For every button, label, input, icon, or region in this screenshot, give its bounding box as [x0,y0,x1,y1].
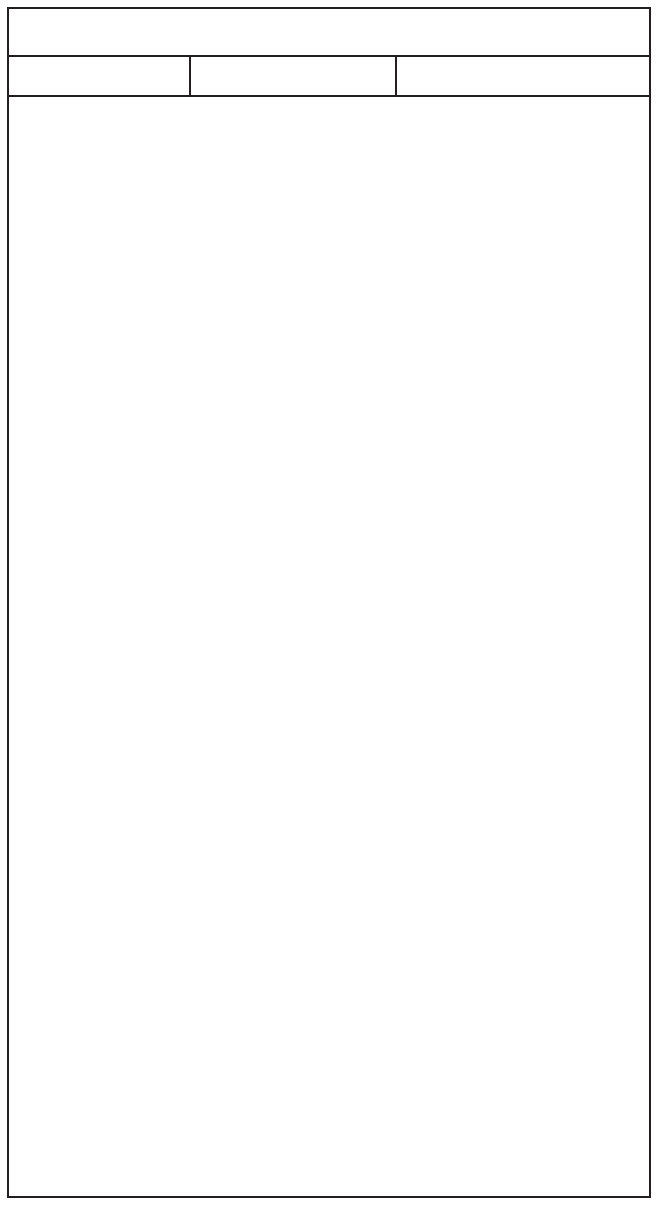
header-belt-color [191,57,397,97]
header-rank [9,57,191,97]
table-title [9,9,649,57]
kata-requirement-table [7,7,651,1198]
header-kata-requirement [397,57,649,97]
